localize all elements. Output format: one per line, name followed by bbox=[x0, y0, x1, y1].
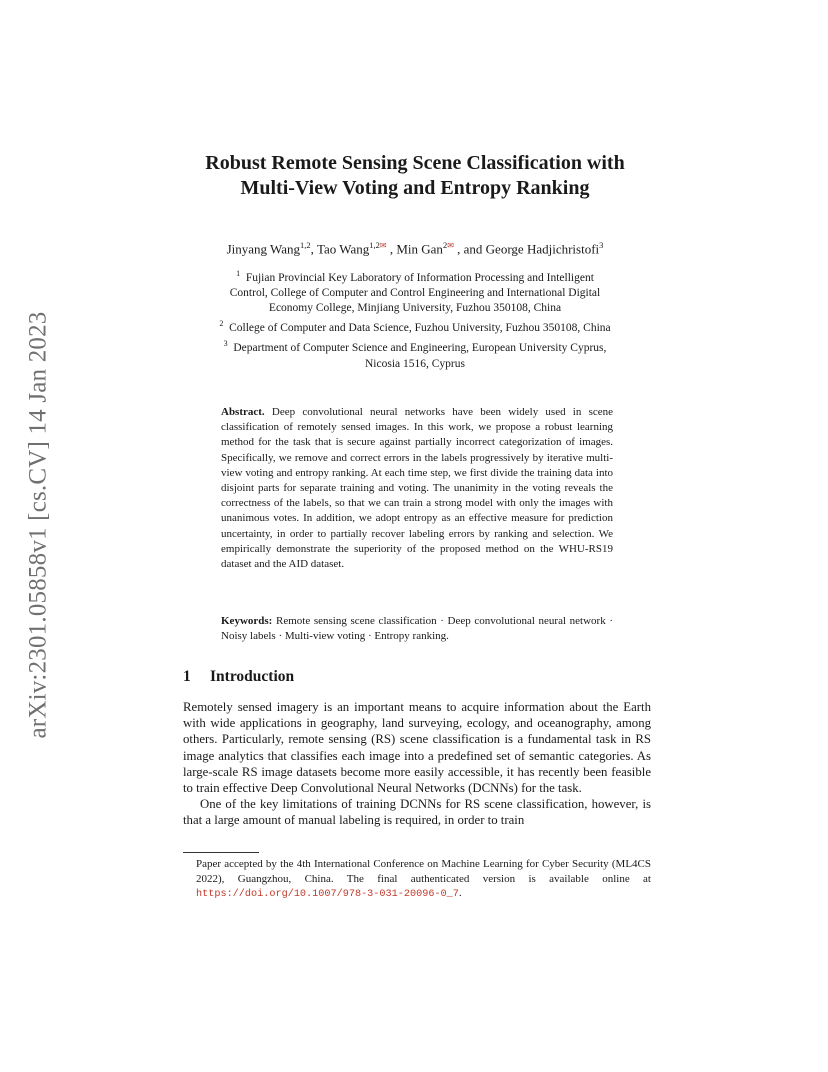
affiliation-line: College of Computer and Data Science, Fuzhou University, Fuzhou 350108, China bbox=[229, 322, 611, 335]
mail-icon[interactable]: ✉ bbox=[447, 241, 454, 250]
section-title: Introduction bbox=[210, 668, 295, 685]
mail-icon[interactable]: ✉ bbox=[379, 241, 387, 250]
affiliation-sup: 1 bbox=[236, 269, 241, 278]
abstract bbox=[221, 405, 613, 572]
affiliation-2 bbox=[180, 316, 650, 336]
affiliation-line: Fujian Provincial Key Laboratory of Information Processing and Intelligent bbox=[245, 271, 594, 284]
footnote bbox=[196, 857, 651, 903]
affiliation-sup: 2 bbox=[219, 319, 224, 329]
introduction-body bbox=[183, 699, 651, 829]
author-name: George Hadjichristofi bbox=[485, 241, 600, 257]
doi-link[interactable]: https://doi.org/10.1007/978-3-031-20096-0_7 bbox=[196, 889, 459, 901]
paragraph: Remotely sensed imagery is an important means to acquire information about the Earth with wide applications in geography, land surveying, ecology, and oceanography, among others. Particularly, remote sensing (RS) scene classification is a fundamental task in RS image analytics that classifies each image into a predefined set of semantic categories. As large-scale RS image datasets become more easily accessible, it has recently been feasible to train effective Deep Convolutional Neural Networks (DCNNs) for the task. bbox=[183, 700, 651, 796]
affiliation-1 bbox=[180, 266, 650, 316]
footnote-rule bbox=[183, 852, 259, 853]
paper-title bbox=[150, 151, 680, 201]
author-affil-sup: 1,2✉ bbox=[369, 240, 387, 250]
abstract-text: Deep convolutional neural networks have been widely used in scene classification of remotely sensed images. In this work, we propose a robust learning method for the task that is secure against partially incorrect categorization of images. Specifically, we remove and correct errors in the labels progressively by iterative multi-view voting and entropy ranking. At each time step, we first divide the training data into disjoint parts for separate training and voting. The unanimity in the voting reveals the correctness of the labels, so that we can train a strong model with only the images with unanimous votes. In addition, we adopt entropy as an effective measure for prediction uncertainty, in order to partially recover labeling errors by ranking and selection. We empirically demonstrate the superiority of the proposed method on the WHU-RS19 dataset and the AID dataset. bbox=[221, 406, 613, 571]
affiliation-line: Economy College, Minjiang University, Fuzhou 350108, China bbox=[268, 302, 562, 315]
affiliations bbox=[180, 266, 650, 372]
author-affil-sup: 2✉ bbox=[442, 240, 454, 250]
footnote-text: Paper accepted by the 4th International Conference on Machine Learning for Cyber Security (ML4CS 2022), Guangzhou, China. The final authenticated version is available online at bbox=[196, 858, 651, 885]
author-separator: , bbox=[310, 241, 317, 257]
affiliation-line: Control, College of Computer and Control Engineering and International Digital bbox=[229, 287, 601, 300]
paragraph: One of the key limitations of training DCNNs for RS scene classification, however, is that a large amount of manual labeling is required, in order to train bbox=[183, 797, 651, 828]
author-affil-sup: 3 bbox=[599, 240, 604, 250]
affiliation-3 bbox=[180, 336, 650, 371]
author-name: Min Gan bbox=[396, 241, 443, 257]
keywords-text: Remote sensing scene classification · Deep convolutional neural network · Noisy labels · Multi-view voting · Entropy ranking. bbox=[221, 615, 614, 643]
affiliation-sup: 3 bbox=[223, 339, 228, 349]
keywords-label: Keywords: bbox=[221, 615, 273, 627]
author-separator: , bbox=[386, 241, 397, 257]
abstract-label: Abstract. bbox=[221, 406, 265, 418]
author-list bbox=[150, 236, 680, 258]
section-heading bbox=[183, 668, 583, 686]
arxiv-sidebar-stamp bbox=[24, 290, 52, 760]
affiliation-line: Department of Computer Science and Engineering, European University Cyprus, bbox=[233, 342, 607, 355]
author-name: Jinyang Wang bbox=[226, 241, 301, 257]
author-separator: , and bbox=[453, 241, 486, 257]
title-line-1: Robust Remote Sensing Scene Classification with bbox=[205, 152, 625, 174]
title-line-2: Multi-View Voting and Entropy Ranking bbox=[240, 177, 590, 199]
author-name: Tao Wang bbox=[316, 241, 370, 257]
keywords bbox=[221, 614, 613, 644]
author-affil-sup: 1,2 bbox=[300, 240, 311, 250]
arxiv-identifier: arXiv:2301.05858v1 [cs.CV] 14 Jan 2023 bbox=[24, 311, 51, 739]
section-number: 1 bbox=[183, 668, 191, 685]
footnote-end: . bbox=[458, 887, 462, 900]
affiliation-line: Nicosia 1516, Cyprus bbox=[365, 357, 465, 370]
